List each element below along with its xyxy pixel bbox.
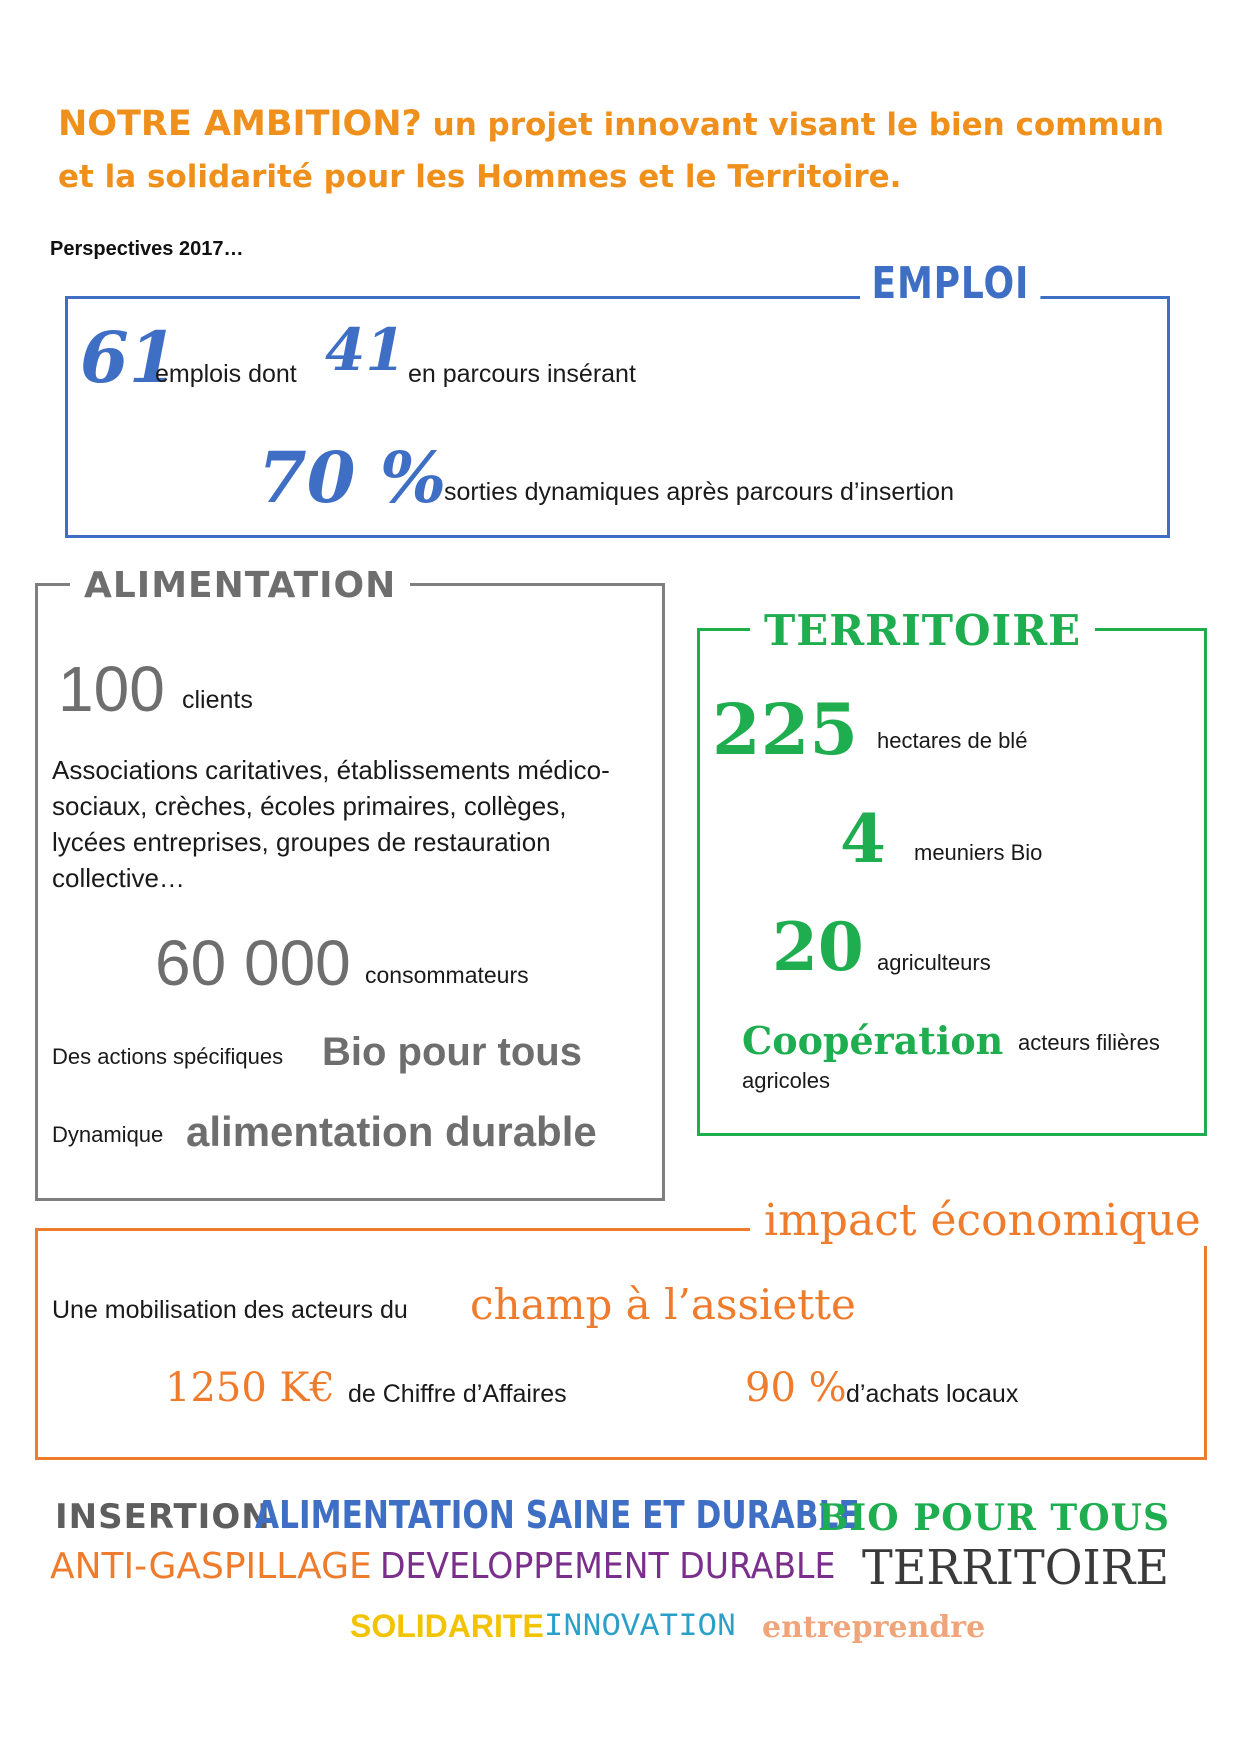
bio-pour-tous-highlight: Bio pour tous (322, 1030, 582, 1074)
keyword-insertion: INSERTION (55, 1497, 271, 1537)
keyword-territoire: TERRITOIRE (862, 1540, 1170, 1596)
keyword-anti-gaspillage: ANTI-GASPILLAGE (50, 1546, 372, 1587)
keyword-entreprendre: entreprendre (762, 1610, 986, 1645)
hectares-count: 225 (712, 688, 859, 771)
headline (58, 98, 1178, 203)
alimentation-durable-highlight: alimentation durable (186, 1108, 597, 1155)
headline-lead: NOTRE AMBITION? (58, 104, 422, 144)
cooperation-highlight: Coopération (742, 1018, 1004, 1063)
cooperation-label-1: acteurs filières (1018, 1030, 1160, 1055)
territoire-title: TERRITOIRE (750, 606, 1095, 655)
impact-box (35, 1228, 1207, 1460)
chiffre-affaires-label: de Chiffre d’Affaires (348, 1380, 567, 1408)
emploi-count-label: emplois dont (155, 360, 297, 388)
impact-title: impact économique (750, 1195, 1215, 1246)
agriculteurs-count: 20 (772, 908, 864, 986)
consommateurs-count: 60 000 (155, 927, 351, 999)
actions-label: Des actions spécifiques (52, 1044, 284, 1069)
keyword-alimentation: ALIMENTATION SAINE ET DURABLE (255, 1493, 860, 1537)
emploi-count: 61 (80, 316, 178, 399)
meuniers-count: 4 (840, 800, 886, 878)
sorties-label: sorties dynamiques après parcours d’insertion (444, 478, 954, 506)
keyword-solidarite: SOLIDARITE (350, 1608, 544, 1644)
agriculteurs-label: agriculteurs (877, 950, 991, 975)
emploi-title: EMPLOI (860, 258, 1041, 309)
chiffre-affaires-value: 1250 K€ (165, 1365, 335, 1411)
meuniers-label: meuniers Bio (914, 840, 1043, 865)
hectares-label: hectares de blé (877, 728, 1028, 753)
headline-text: un projet innovant visant le bien commun et la solidarité pour les Hommes et le Territoire. (58, 107, 1164, 195)
sorties-percent: 70 % (258, 436, 447, 519)
clients-count: 100 (58, 653, 165, 725)
keyword-bio-pour-tous: BIO POUR TOUS (818, 1497, 1170, 1539)
keyword-developpement-durable: DEVELOPPEMENT DURABLE (380, 1546, 836, 1587)
achats-locaux-value: 90 % (745, 1365, 847, 1411)
clients-label: clients (182, 686, 253, 714)
insertion-count-label: en parcours insérant (408, 360, 636, 388)
consommateurs-label: consommateurs (365, 962, 529, 988)
achats-locaux-label: d’achats locaux (846, 1380, 1019, 1408)
cooperation-label-2: agricoles (742, 1068, 831, 1093)
mobilisation-label: Une mobilisation des acteurs du (52, 1296, 408, 1324)
champ-assiette-highlight: champ à l’assiette (470, 1280, 856, 1329)
insertion-count: 41 (325, 316, 406, 384)
keyword-innovation: INNOVATION (544, 1608, 737, 1645)
perspectives-label: Perspectives 2017… (50, 238, 244, 260)
clients-description: Associations caritatives, établissements médico-sociaux, crèches, écoles primaires, collèges, lycées entreprises, groupes de restauration collective… (52, 755, 610, 893)
dynamique-label: Dynamique (52, 1122, 164, 1147)
alimentation-title: ALIMENTATION (70, 565, 410, 606)
